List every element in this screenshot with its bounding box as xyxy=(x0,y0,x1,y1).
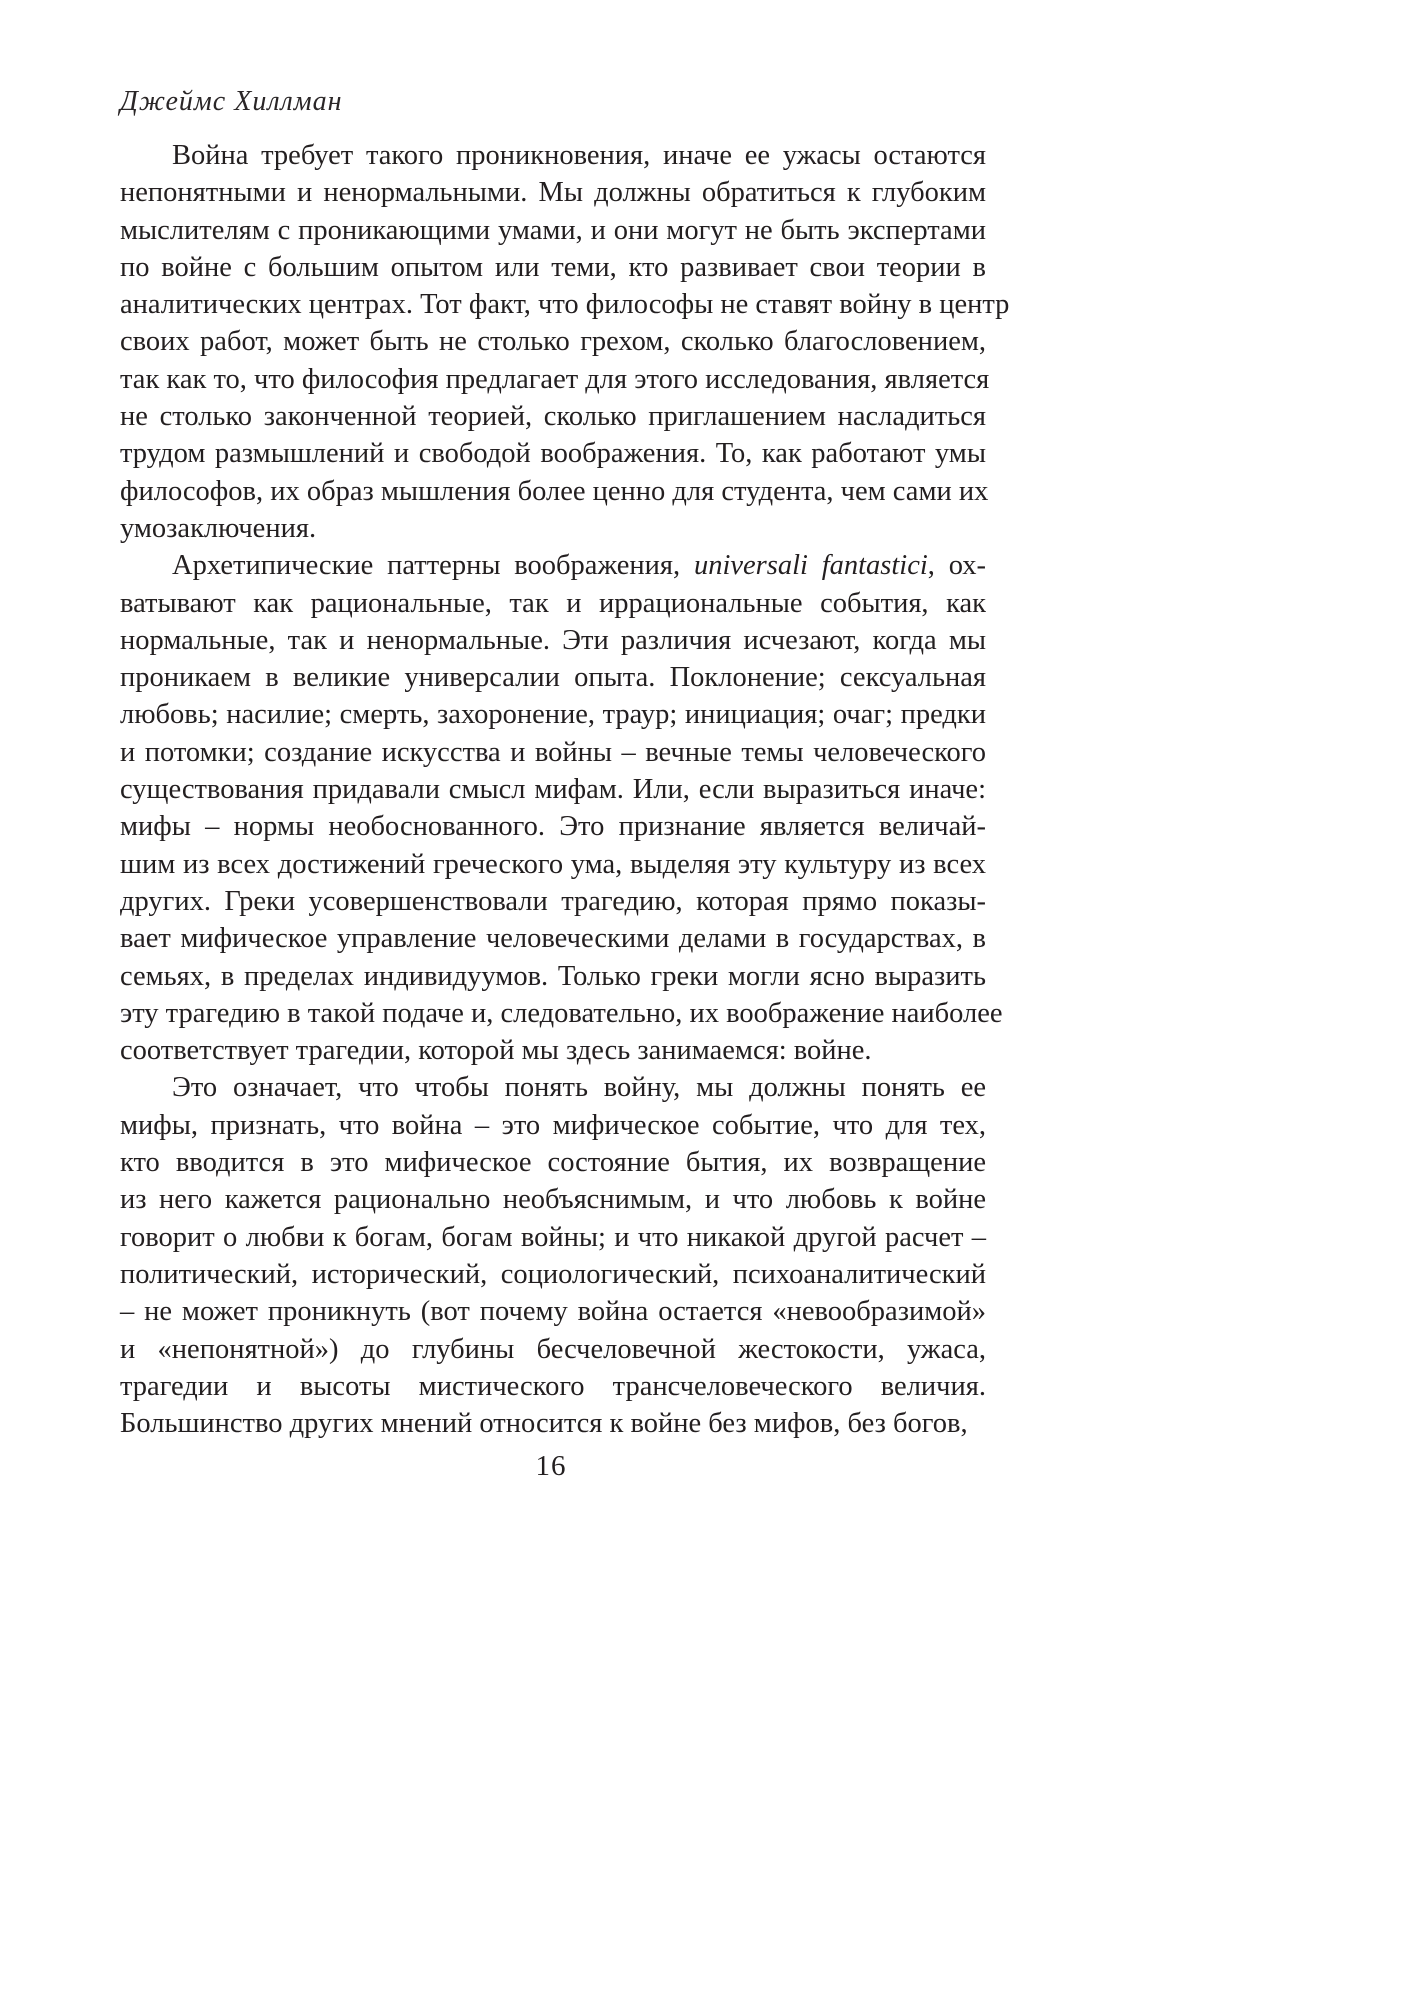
text-line: – не может проникнуть (вот почему война остается «невообразимой» xyxy=(120,1296,986,1328)
text-line: мифы – нормы необоснованного. Это признание является величай- xyxy=(120,811,986,843)
text-line: аналитических центрах. Тот факт, что философы не ставят войну в центр xyxy=(120,289,1010,321)
text-line: других. Греки усовершенствовали трагедию, которая прямо показы- xyxy=(120,885,986,917)
text-line: семьях, в пределах индивидуумов. Только греки могли ясно выразить xyxy=(120,960,986,992)
text-line: непонятными и ненормальными. Мы должны обратиться к глубоким xyxy=(120,177,986,209)
paragraph-3 xyxy=(120,1069,986,1442)
text-line: Большинство других мнений относится к войне без мифов, без богов, xyxy=(120,1408,968,1440)
text-line: из него кажется рационально необъяснимым, и что любовь к войне xyxy=(120,1184,986,1216)
paragraph-2 xyxy=(120,547,1003,1069)
text-line: мыслителям с проникающими умами, и они могут не быть экспертами xyxy=(120,214,986,246)
page-number: 16 xyxy=(535,1450,567,1482)
text-line: Это означает, что чтобы понять войну, мы должны понять ее xyxy=(172,1072,986,1104)
text-line: ватывают как рациональные, так и иррациональные события, как xyxy=(120,587,986,619)
paragraph-1 xyxy=(120,137,1010,547)
text-line: своих работ, может быть не столько грехом, сколько благословением, xyxy=(120,326,986,358)
text-line: проникаем в великие универсалии опыта. Поклонение; сексуальная xyxy=(120,662,986,694)
text-line: говорит о любви к богам, богам войны; и что никакой другой расчет – xyxy=(120,1221,986,1253)
text-line: умозаключения. xyxy=(120,512,317,544)
text-line: нормальные, так и ненормальные. Эти различия исчезают, когда мы xyxy=(120,624,986,656)
text-line: и «непонятной») до глубины бесчеловечной жестокости, ужаса, xyxy=(120,1333,986,1365)
text-line: трудом размышлений и свободой воображения. То, как работают умы xyxy=(120,438,986,470)
text-line: любовь; насилие; смерть, захоронение, траур; инициация; очаг; предки xyxy=(120,699,986,731)
text-line: существования придавали смысл мифам. Или, если выразиться иначе: xyxy=(120,774,986,806)
text-line: эту трагедию в такой подаче и, следовательно, их воображение наиболее xyxy=(120,997,1003,1029)
text-line: соответствует трагедии, которой мы здесь занимаемся: войне. xyxy=(120,1035,872,1067)
text-line: вает мифическое управление человеческими делами в государствах, в xyxy=(120,923,986,955)
running-head: Джеймс Хиллман xyxy=(120,86,343,117)
text-line: и потомки; создание искусства и войны – вечные темы человеческого xyxy=(120,736,986,768)
text-line: не столько законченной теорией, сколько приглашением насладиться xyxy=(120,401,986,433)
text-line: Война требует такого проникновения, иначе ее ужасы остаются xyxy=(172,140,986,171)
body-text xyxy=(120,137,1010,1442)
text-line: философов, их образ мышления более ценно для студента, чем сами их xyxy=(120,475,989,507)
text-line: по войне с большим опытом или теми, кто развивает свои теории в xyxy=(120,251,986,283)
text-line: кто вводится в это мифическое состояние бытия, их возвращение xyxy=(120,1147,986,1179)
text-line-with-italic xyxy=(120,547,986,584)
text-segment: Архетипические паттерны воображения, xyxy=(172,550,694,582)
italic-phrase: universali fantastici xyxy=(693,550,928,582)
text-line: политический, исторический, социологический, психоаналитический xyxy=(120,1258,986,1290)
text-segment: , ох- xyxy=(927,550,986,582)
text-line: так как то, что философия предлагает для этого исследования, является xyxy=(120,363,990,395)
text-line: мифы, признать, что война – это мифическое событие, что для тех, xyxy=(120,1109,986,1141)
text-line: шим из всех достижений греческого ума, выделяя эту культуру из всех xyxy=(120,848,986,880)
text-line: трагедии и высоты мистического трансчеловеческого величия. xyxy=(120,1370,986,1402)
